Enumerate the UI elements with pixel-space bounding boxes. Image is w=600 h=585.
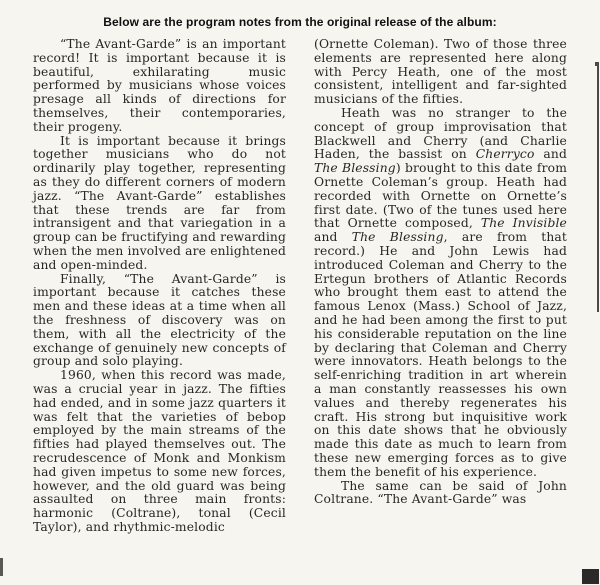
scan-artifact-left-edge-mark — [0, 558, 3, 576]
italic-title-text: The Blessing — [351, 230, 444, 245]
body-text: and — [314, 230, 352, 245]
body-text: Finally, “The Avant-Garde” is important because it catches these men and these ideas at a time when all the freshness of discovery was on them, with all the electricity of the exchange of genuinely new concepts of group and solo playing. — [33, 271, 286, 369]
paragraph — [33, 38, 286, 135]
body-text: Heath was no stranger to the concept of group improvisation that Blackwell and Cherry (and Charlie Haden, the bassist on — [314, 105, 567, 162]
body-text: , are from that record.) He and John Lewis had introduced Coleman and Cherry to the Ertegun brothers of Atlantic Records who brought them east to attend the famous Lenox (Mass.) School of Jazz, and he had been among the first to put his considerable reputation on the line by declaring that Coleman and Cherry were innovators. Heath belongs to the self-enriching tradition in art wherein a man constantly reassesses his own values and thereby regenerates his craft. His strong but inquisitive work on this date shows that he obviously made this date as much to learn from these new emerging forces as to give them the benefit of his experience. — [314, 230, 568, 479]
italic-title-text: The Blessing — [314, 161, 396, 176]
paragraph — [33, 369, 286, 535]
body-text: The same can be said of John Coltrane. “The Avant-Garde” was — [314, 478, 567, 507]
body-text: “The Avant-Garde” is an important record! It is important because it is beautiful, exhilarating music performed by musicians whose voices presage all kinds of directions for themselves, their contemporaries, their progeny. — [33, 37, 286, 134]
text-column-left — [33, 38, 286, 535]
body-text: and — [534, 147, 567, 162]
scan-artifact-corner-block — [582, 569, 599, 584]
italic-title-text: Cherryco — [475, 147, 535, 162]
paragraph — [314, 38, 567, 107]
text-column-right — [314, 38, 567, 535]
body-text: 1960, when this record was made, was a crucial year in jazz. The fifties had ended, and in some jazz quarters it was felt that the varieties of bebop employed by the main streams of the fifties had played themselves out. The recrudescence of Monk and Monkism had given impetus to some new forces, however, and the old guard was being assaulted on three main fronts: harmonic (Coltrane), tonal (Cecil Taylor), and rhythmic-melodic — [33, 368, 286, 534]
body-text: (Ornette Coleman). Two of those three elements are represented here along with Percy Heath, one of the most consistent, intelligent and far-sighted musicians of the fifties. — [314, 37, 567, 107]
program-notes-header: Below are the program notes from the original release of the album: — [103, 15, 497, 29]
paragraph — [314, 107, 567, 480]
paragraph — [33, 273, 286, 370]
paragraph — [314, 480, 567, 508]
notes-columns — [33, 38, 567, 535]
scan-artifact-right-edge-line — [597, 66, 599, 312]
body-text: It is important because it brings together musicians who do not ordinarily play together, representing as they do different corners of modern jazz. “The Avant-Garde” establishes that these trends are far from intransigent and that variegation in a group can be fructifying and rewarding when the men involved are enlightened and open-minded. — [33, 133, 286, 272]
paragraph — [33, 135, 286, 273]
body-text: ) brought to this date from Ornette Coleman’s group. Heath had recorded with Ornette on Ornette’s first date. (Two of the tunes used here that Ornette composed, — [314, 161, 568, 231]
italic-title-text: The Invisible — [480, 216, 567, 231]
